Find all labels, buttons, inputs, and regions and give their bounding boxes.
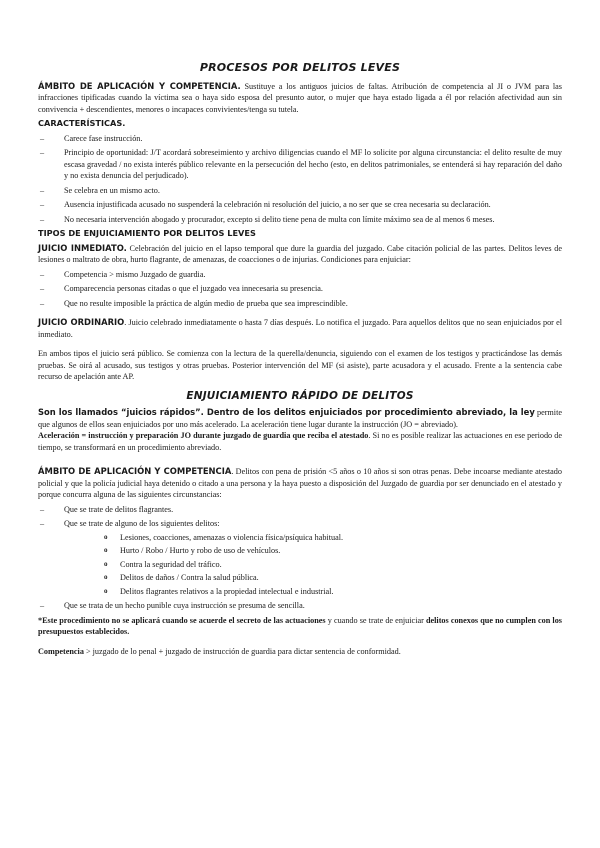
tipos-heading: TIPOS DE ENJUICIAMIENTO POR DELITOS LEVES <box>38 228 256 238</box>
caracteristicas-heading: CARACTERÍSTICAS. <box>38 118 126 128</box>
inmediato-list <box>38 269 562 310</box>
ambito-text: Sustituye a los antiguos juicios de faltas. Atribución de competencia al JI o JVM para las infracciones tipificadas cuando la víctima sea o haya sido esposa del presunto autor, o mujer que haya estado ligada a él por relación afectividad aun sin convivencia + descendientes, menores o incapaces convivientes/tenga su tutela. <box>38 81 562 114</box>
ambito-lead: ÁMBITO DE APLICACIÓN Y COMPETENCIA. <box>38 80 241 91</box>
list-item: – Competencia > mismo Juzgado de guardia. <box>38 269 562 281</box>
rapido-ambito-lead: ÁMBITO DE APLICACIÓN Y COMPETENCIA <box>38 466 232 476</box>
ordinario-lead: JUICIO ORDINARIO <box>38 317 125 327</box>
list-item: – Comparecencia personas citadas o que el juzgado vea innecesaria su presencia. <box>38 283 562 295</box>
inmediato-paragraph <box>38 243 562 266</box>
aceleracion-bold: Aceleración = instrucción y preparación JO durante juzgado de guardia que reciba el atestado <box>38 431 369 440</box>
sublist-item: o Delitos flagrantes relativos a la propiedad intelectual e industrial. <box>64 586 562 598</box>
list-item: – Que se trate de delitos flagrantes. <box>38 504 562 516</box>
page-title: PROCESOS POR DELITOS LEVES <box>199 61 401 74</box>
nota-bold: *Este procedimiento no se aplicará cuando se acuerde el secreto de las actuaciones <box>38 615 326 625</box>
rapido-intro-paragraph <box>38 407 562 453</box>
ordinario-text: . Juicio celebrado inmediatamente o hasta 7 días después. Lo notifica el juzgado. Para aquellos delitos que no sean enjuiciados por el inmediato. <box>38 318 562 339</box>
rapido-intro-lead: Son los llamados “juicios rápidos”. Dentro de los delitos enjuiciados por procedimiento abreviado, la ley <box>38 407 535 417</box>
list-item: – No necesaria intervención abogado y procurador, excepto si delito tiene pena de multa con límite máximo sea de al menos 6 meses. <box>38 214 562 226</box>
nota-paragraph <box>38 615 562 638</box>
list-item-text: Que se trate de alguno de los siguientes delitos: <box>64 519 220 528</box>
list-item: – Se celebra en un mismo acto. <box>38 185 562 197</box>
circunstancias-list <box>38 504 562 612</box>
list-item: – Que se trata de un hecho punible cuya instrucción se presuma de sencilla. <box>38 600 562 612</box>
competencia-bold: Competencia <box>38 646 84 656</box>
document-page <box>38 62 562 660</box>
competencia-paragraph <box>38 646 562 658</box>
sublist-item: o Contra la seguridad del tráfico. <box>64 559 562 571</box>
inmediato-text: Celebración del juicio en el lapso temporal que dure la guardia del juzgado. Cabe citación policial de las partes. Delitos leves de lesiones o maltrato de obra, hurto flagrante, de amenazas, de coacciones o de injurias. Condiciones para enjuiciar: <box>38 243 562 264</box>
rapido-ambito-text: . Delitos con pena de prisión <5 años o 10 años si son otras penas. Debe incoarse mediante atestado policial y que la policía judicial haya detenido o citado a una persona y la haya puesto a disposición del Juzgado de guardia por ser denunciado en el atestado y porque concurra alguna de las siguientes circunstancias: <box>38 467 562 499</box>
list-item: – Ausencia injustificada acusado no suspenderá la celebración ni resolución del juicio, a no ser que se crea necesaria su declaración. <box>38 199 562 211</box>
delitos-sublist <box>64 532 562 598</box>
sublist-item: o Hurto / Robo / Hurto y robo de uso de vehículos. <box>64 545 562 557</box>
rapido-intro-text: permite que algunos de ellos sean enjuiciados por uno más acelerado. La aceleración tiene lugar durante la instrucción (JO = abreviado). <box>38 408 562 429</box>
list-item: – Principio de oportunidad: J/T acordará sobreseimiento y archivo diligencias cuando el MF lo solicite por alguna circunstancia: el delito resulte de muy escasa gravedad / no exista interés público relevante en la persecución del hecho (esto, en delitos patrimoniales, se entenderá si hay reparación del daño y no exista denuncia del perjudicado). <box>38 147 562 182</box>
ambos-paragraph: En ambos tipos el juicio será público. Se comienza con la lectura de la querella/denuncia, siguiendo con el examen de los testigos y practicándose las demás pruebas. Se oirá al acusado, sus testigos y otras pruebas. Posterior intervención del MF (si asiste), parte acusadora y el acusado. Frente a la sentencia cabe recurso de apelación ante AP. <box>38 349 562 381</box>
inmediato-lead: JUICIO INMEDIATO. <box>38 242 127 253</box>
aceleracion-text: . Si no es posible realizar las actuaciones en ese periodo de tiempo, se transformará en un procedimiento abreviado. <box>38 431 563 452</box>
rapido-ambito-paragraph <box>38 466 562 501</box>
sublist-item: o Lesiones, coacciones, amenazas o violencia física/psíquica habitual. <box>64 532 562 544</box>
ordinario-paragraph <box>38 317 562 340</box>
nota-bold-2: delitos conexos que no cumplen con los presupuestos establecidos. <box>38 615 562 636</box>
list-item <box>38 518 562 597</box>
nota-text: y cuando se trate de enjuiciar <box>325 615 426 625</box>
competencia-text: > juzgado de lo penal + juzgado de instrucción de guardia para dictar sentencia de conformidad. <box>83 646 401 656</box>
ambito-paragraph <box>38 81 562 116</box>
section-title: ENJUICIAMIENTO RÁPIDO DE DELITOS <box>186 389 414 402</box>
sublist-item: o Delitos de daños / Contra la salud pública. <box>64 572 562 584</box>
list-item: – Que no resulte imposible la práctica de algún medio de prueba que sea imprescindible. <box>38 298 562 310</box>
list-item: – Carece fase instrucción. <box>38 133 562 145</box>
caracteristicas-list <box>38 133 562 226</box>
